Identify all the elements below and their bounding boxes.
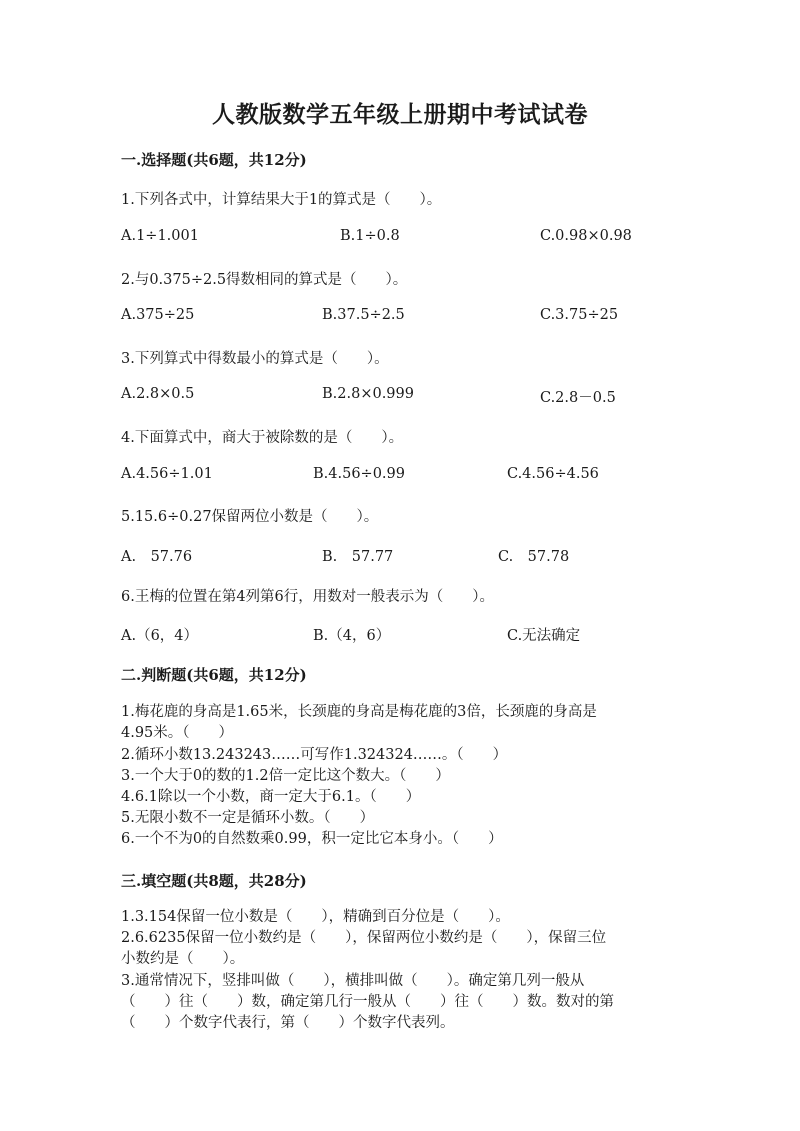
option-a: A.375÷25 bbox=[121, 307, 195, 323]
section-heading-fill: 三.填空题(共8题，共28分) bbox=[121, 872, 307, 890]
list-item: 1.梅花鹿的身高是1.65米，长颈鹿的身高是梅花鹿的3倍，长颈鹿的身高是 bbox=[121, 704, 597, 720]
question-text: 1.下列各式中，计算结果大于1的算式是（ ）。 bbox=[121, 192, 442, 208]
option-b: B.1÷0.8 bbox=[340, 228, 400, 244]
list-item: 5.无限小数不一定是循环小数。（ ） bbox=[121, 810, 375, 826]
question-text: 2.与0.375÷2.5得数相同的算式是（ ）。 bbox=[121, 272, 408, 288]
option-b: B.37.5÷2.5 bbox=[322, 307, 405, 323]
option-a: A.（6，4） bbox=[121, 628, 199, 644]
list-item: 4.95米。（ ） bbox=[121, 725, 234, 741]
option-c: C.无法确定 bbox=[507, 628, 581, 644]
option-c: C.2.8－0.5 bbox=[540, 390, 616, 406]
list-item: 4.6.1除以一个小数，商一定大于6.1。（ ） bbox=[121, 789, 421, 805]
question-text: 4.下面算式中，商大于被除数的是（ ）。 bbox=[121, 430, 404, 446]
option-b: B.2.8×0.999 bbox=[322, 386, 414, 402]
option-a: A.2.8×0.5 bbox=[121, 386, 195, 402]
option-c: C.4.56÷4.56 bbox=[507, 466, 599, 482]
option-a: A.4.56÷1.01 bbox=[121, 466, 213, 482]
list-item: 2.循环小数13.243243……可写作1.324324……。（ ） bbox=[121, 747, 508, 763]
list-item: 2.6.6235保留一位小数约是（ ），保留两位小数约是（ ），保留三位 bbox=[121, 930, 607, 946]
question-text: 3.下列算式中得数最小的算式是（ ）。 bbox=[121, 351, 389, 367]
list-item: 1.3.154保留一位小数是（ ），精确到百分位是（ ）。 bbox=[121, 909, 510, 925]
list-item: （ ）个数字代表行，第（ ）个数字代表列。 bbox=[121, 1015, 455, 1031]
option-a: A.1÷1.001 bbox=[121, 228, 199, 244]
list-item: 3.通常情况下，竖排叫做（ ），横排叫做（ ）。确定第几列一般从 bbox=[121, 973, 585, 989]
question-text: 5.15.6÷0.27保留两位小数是（ ）。 bbox=[121, 509, 379, 525]
section-heading-choice: 一.选择题(共6题，共12分) bbox=[121, 151, 307, 169]
option-b: B. 57.77 bbox=[322, 549, 394, 565]
list-item: 3.一个大于0的数的1.2倍一定比这个数大。（ ） bbox=[121, 768, 450, 784]
list-item: （ ）往（ ）数，确定第几行一般从（ ）往（ ）数。数对的第 bbox=[121, 994, 614, 1010]
option-b: B.4.56÷0.99 bbox=[313, 466, 405, 482]
page-title: 人教版数学五年级上册期中考试试卷 bbox=[212, 101, 588, 128]
section-heading-judge: 二.判断题(共6题，共12分) bbox=[121, 666, 307, 684]
option-c: C.3.75÷25 bbox=[540, 307, 619, 323]
option-c: C.0.98×0.98 bbox=[540, 228, 632, 244]
option-c: C. 57.78 bbox=[498, 549, 570, 565]
list-item: 6.一个不为0的自然数乘0.99，积一定比它本身小。（ ） bbox=[121, 831, 503, 847]
question-text: 6.王梅的位置在第4列第6行，用数对一般表示为（ ）。 bbox=[121, 589, 495, 605]
list-item: 小数约是（ ）。 bbox=[121, 951, 245, 967]
option-b: B.（4，6） bbox=[313, 628, 391, 644]
option-a: A. 57.76 bbox=[121, 549, 193, 565]
